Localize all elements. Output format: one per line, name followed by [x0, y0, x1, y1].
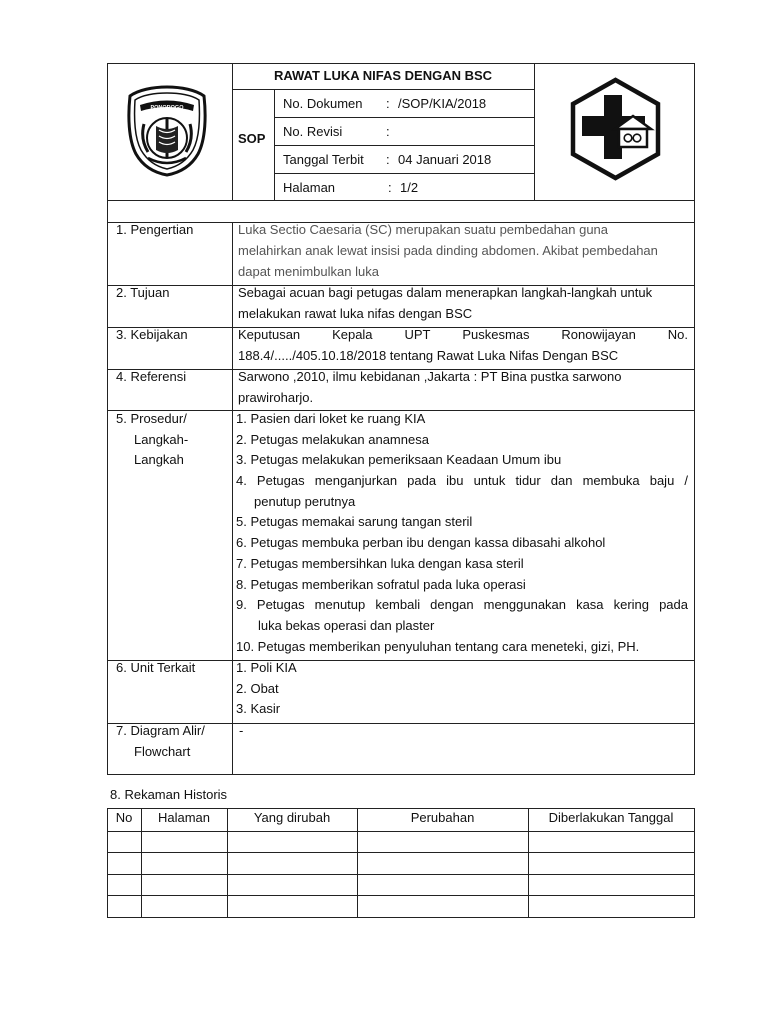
rekaman-col-border	[694, 808, 695, 918]
table-right-border	[694, 63, 695, 775]
rekaman-header-diberlakukan-tanggal: Diberlakukan Tanggal	[548, 810, 674, 825]
field-sep-no-revisi: :	[386, 124, 390, 139]
kebijakan-word: Ronowijayan	[561, 327, 636, 342]
kebijakan-word: No.	[667, 327, 688, 342]
prosedur-step: 10. Petugas memberikan penyuluhan tentang cara meneteki, gizi, PH.	[236, 639, 640, 654]
tujuan-line-1: Sebagai acuan bagi petugas dalam menerapkan langkah-langkah untuk	[238, 285, 653, 300]
section-label-unit-terkait: 6. Unit Terkait	[116, 660, 196, 675]
section-label-prosedur: 5. Prosedur/	[116, 411, 187, 426]
kebijakan-word: Kepala	[332, 327, 373, 342]
seal-lettering: PONOROGO	[150, 105, 184, 111]
rekaman-header-bottom	[107, 831, 695, 832]
pengertian-line-2: melahirkan anak lewat insisi pada dinding abdomen. Akibat pembedahan	[238, 243, 658, 258]
unit-item: 3. Kasir	[236, 701, 281, 716]
section-label-pengertian: 1. Pengertian	[116, 222, 194, 237]
prosedur-step-continuation: luka bekas operasi dan plaster	[258, 618, 435, 633]
label-column-divider	[232, 222, 233, 775]
rekaman-row-border	[107, 895, 695, 896]
prosedur-step: 9. Petugas menutup kembali dengan menggunakan kasa kering pada	[236, 597, 688, 612]
prosedur-step: 1. Pasien dari loket ke ruang KIA	[236, 411, 426, 426]
section-label-diagram: 7. Diagram Alir/	[116, 723, 205, 738]
tujuan-line-2: melakukan rawat luka nifas dengan BSC	[238, 306, 473, 321]
table-bottom-border	[107, 774, 695, 775]
field-divider-2	[274, 145, 534, 146]
kebijakan-word: UPT	[404, 327, 431, 342]
sop-divider	[274, 89, 275, 200]
rekaman-header-yang-dirubah: Yang dirubah	[253, 810, 331, 825]
field-divider-1	[274, 117, 534, 118]
pengertian-line-3: dapat menimbulkan luka	[238, 264, 379, 279]
kebijakan-word: Keputusan	[238, 327, 301, 342]
rekaman-border-top	[107, 808, 695, 809]
rekaman-border-bottom	[107, 917, 695, 918]
field-label-halaman: Halaman	[283, 180, 336, 195]
unit-item: 1. Poli KIA	[236, 660, 297, 675]
pengertian-line-1: Luka Sectio Caesaria (SC) merupakan suatu pembedahan guna	[238, 222, 609, 237]
field-divider-3	[274, 173, 534, 174]
rekaman-header-halaman: Halaman	[157, 810, 211, 825]
prosedur-step: 3. Petugas melakukan pemeriksaan Keadaan Umum ibu	[236, 452, 562, 467]
prosedur-step: 6. Petugas membuka perban ibu dengan kassa dibasahi alkohol	[236, 535, 606, 550]
field-sep-no-dokumen: :	[386, 96, 390, 111]
rekaman-title: 8. Rekaman Historis	[110, 787, 228, 802]
table-left-border	[107, 63, 108, 775]
section-label-tujuan: 2. Tujuan	[116, 285, 170, 300]
title-bottom-border	[232, 89, 534, 90]
rekaman-header-no: No	[115, 810, 133, 825]
puskesmas-logo	[569, 77, 662, 181]
section-label-referensi: 4. Referensi	[116, 369, 187, 384]
field-label-tanggal-terbit: Tanggal Terbit	[283, 152, 364, 167]
unit-item: 2. Obat	[236, 681, 279, 696]
field-value-halaman: 1/2	[400, 180, 419, 195]
header-bottom-border	[107, 200, 695, 201]
ponorogo-seal-logo	[126, 84, 208, 178]
diagram-value: -	[239, 723, 244, 738]
section-label-langkah: Langkah-	[134, 432, 189, 447]
kebijakan-line-2: 188.4/...../405.10.18/2018 tentang Rawat Luka Nifas Dengan BSC	[238, 348, 619, 363]
field-sep-tanggal-terbit: :	[386, 152, 390, 167]
field-value-tanggal-terbit: 04 Januari 2018	[398, 152, 492, 167]
rekaman-row-border	[107, 874, 695, 875]
document-title: RAWAT LUKA NIFAS DENGAN BSC	[273, 68, 493, 83]
field-value-no-dokumen: /SOP/KIA/2018	[398, 96, 487, 111]
section-label-kebijakan: 3. Kebijakan	[116, 327, 188, 342]
field-label-no-dokumen: No. Dokumen	[283, 96, 363, 111]
field-label-no-revisi: No. Revisi	[283, 124, 343, 139]
prosedur-step: 8. Petugas memberikan sofratul pada luka operasi	[236, 577, 526, 592]
header-top-border	[107, 63, 695, 64]
kebijakan-line-1	[238, 327, 688, 343]
section-label-langkah-2: Langkah	[134, 452, 184, 467]
prosedur-step: 7. Petugas membersihkan luka dengan kasa steril	[236, 556, 524, 571]
field-sep-halaman: :	[388, 180, 392, 195]
referensi-line-2: prawiroharjo.	[238, 390, 314, 405]
referensi-line-1: Sarwono ,2010, ilmu kebidanan ,Jakarta : PT Bina pustka sarwono	[238, 369, 622, 384]
logo-divider-right	[534, 63, 535, 200]
rekaman-header-perubahan: Perubahan	[410, 810, 475, 825]
rekaman-row-border	[107, 852, 695, 853]
sop-label: SOP	[238, 131, 266, 146]
section-label-flowchart: Flowchart	[134, 744, 191, 759]
prosedur-step-continuation: penutup perutnya	[254, 494, 356, 509]
prosedur-step: 5. Petugas memakai sarung tangan steril	[236, 514, 473, 529]
prosedur-step: 2. Petugas melakukan anamnesa	[236, 432, 429, 447]
kebijakan-word: Puskesmas	[462, 327, 530, 342]
prosedur-step: 4. Petugas menganjurkan pada ibu untuk tidur dan membuka baju /	[236, 473, 688, 488]
